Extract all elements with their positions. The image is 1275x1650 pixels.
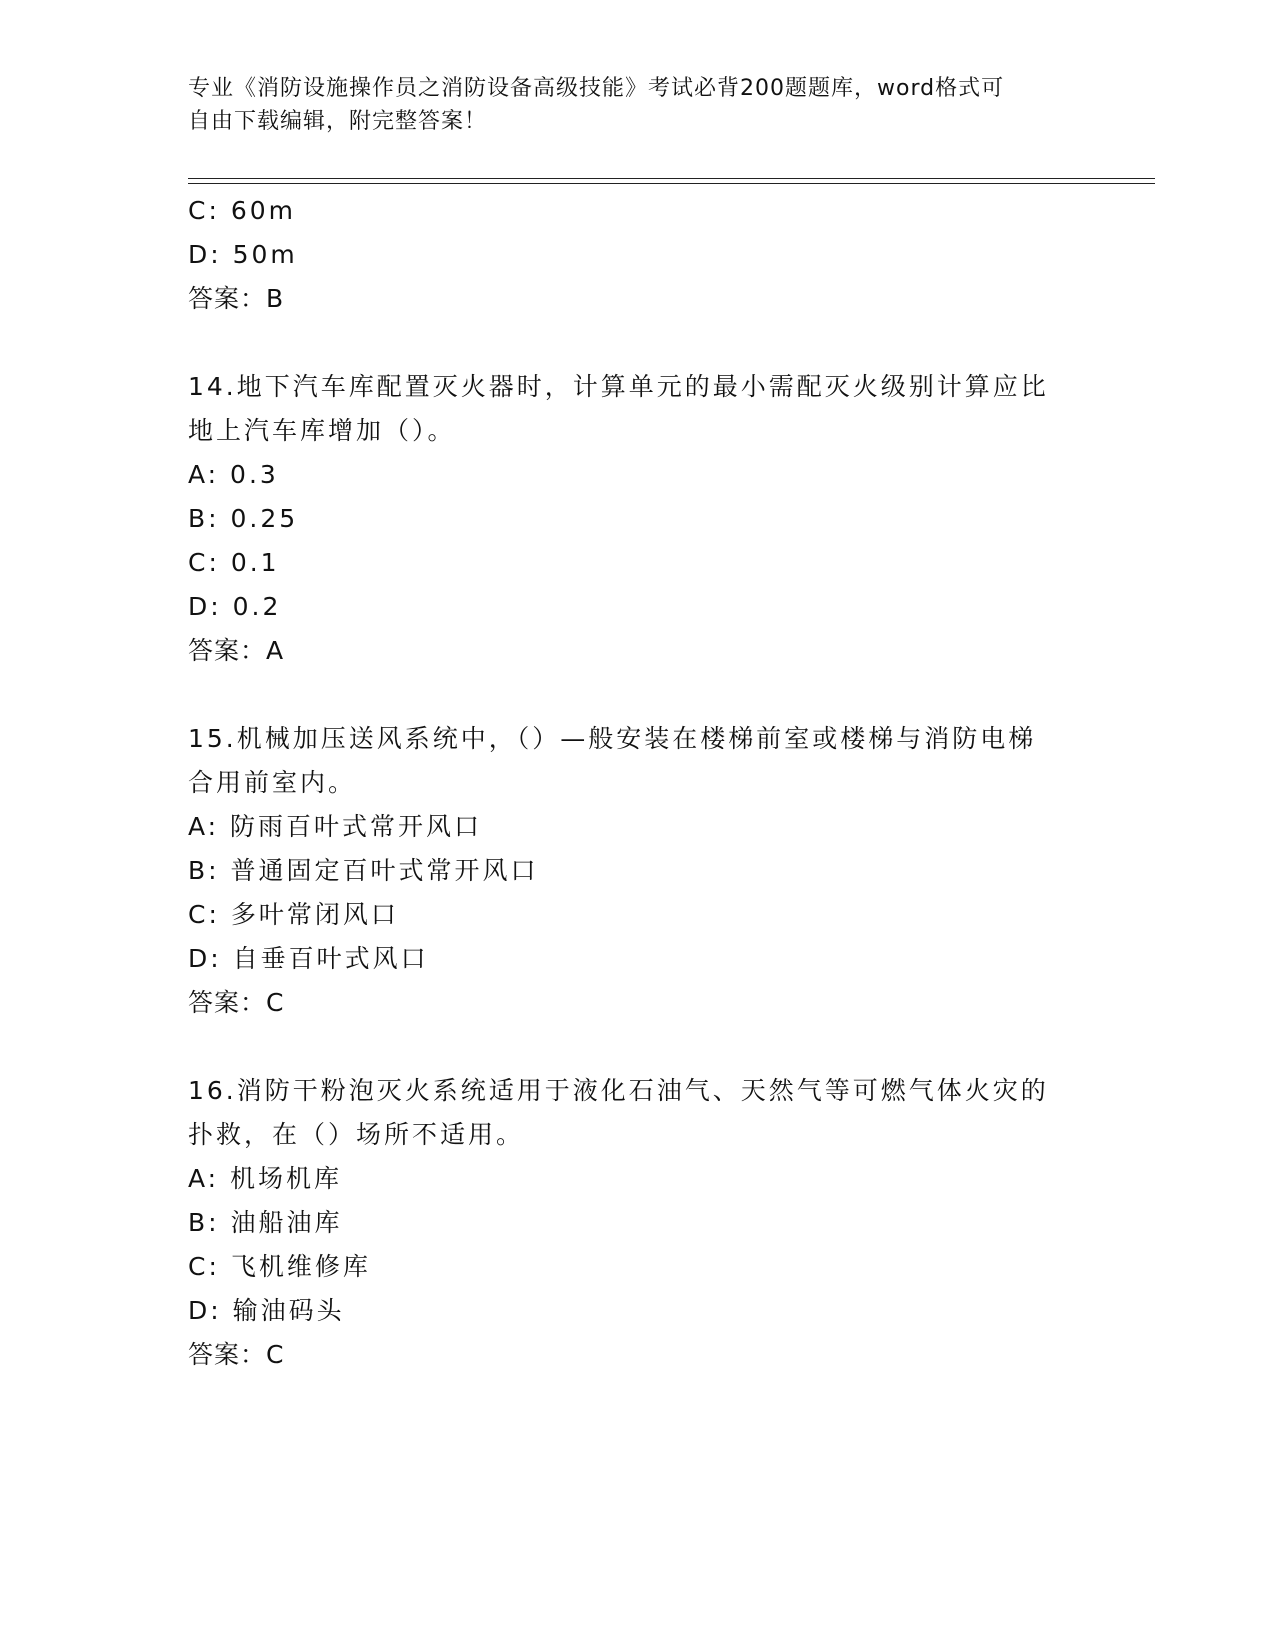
question-16-stem-line-2: 扑救，在（）场所不适用。 [188, 1120, 525, 1149]
question-15-option-a: A: 防雨百叶式常开风口 [188, 812, 483, 841]
header-divider-bottom [188, 183, 1155, 184]
question-16-option-a: A: 机场机库 [188, 1164, 343, 1193]
prev-answer: 答案：B [188, 284, 285, 313]
question-16-option-d: D: 输油码头 [188, 1296, 345, 1325]
question-15-option-b: B: 普通固定百叶式常开风口 [188, 856, 539, 885]
question-15-stem-line-2: 合用前室内。 [188, 768, 357, 797]
question-14-option-b: B: 0.25 [188, 504, 299, 533]
question-16-option-b: B: 油船油库 [188, 1208, 343, 1237]
question-16-option-c: C: 飞机维修库 [188, 1252, 371, 1281]
question-15-option-d: D: 自垂百叶式风口 [188, 944, 429, 973]
question-15-answer: 答案：C [188, 988, 285, 1017]
header-line-2: 自由下载编辑，附完整答案！ [188, 109, 488, 134]
header-divider-top [188, 178, 1155, 179]
question-14-option-a: A: 0.3 [188, 460, 279, 489]
question-14-stem-line-1: 14.地下汽车库配置灭火器时，计算单元的最小需配灭火级别计算应比 [188, 372, 1049, 401]
prev-option-c: C: 60m [188, 196, 296, 225]
question-14-stem-line-2: 地上汽车库增加（）。 [188, 416, 456, 445]
question-15-stem-line-1: 15.机械加压送风系统中，（）—般安装在楼梯前室或楼梯与消防电梯 [188, 724, 1037, 753]
question-16-stem-line-1: 16.消防干粉泡灭火系统适用于液化石油气、天然气等可燃气体火灾的 [188, 1076, 1049, 1105]
question-14-option-d: D: 0.2 [188, 592, 282, 621]
prev-option-d: D: 50m [188, 240, 298, 269]
question-14-option-c: C: 0.1 [188, 548, 280, 577]
question-16-answer: 答案：C [188, 1340, 285, 1369]
header-line-1: 专业《消防设施操作员之消防设备高级技能》考试必背200题题库，word格式可 [188, 76, 1005, 101]
document-header [188, 72, 1088, 138]
question-14-answer: 答案：A [188, 636, 285, 665]
question-15-option-c: C: 多叶常闭风口 [188, 900, 399, 929]
